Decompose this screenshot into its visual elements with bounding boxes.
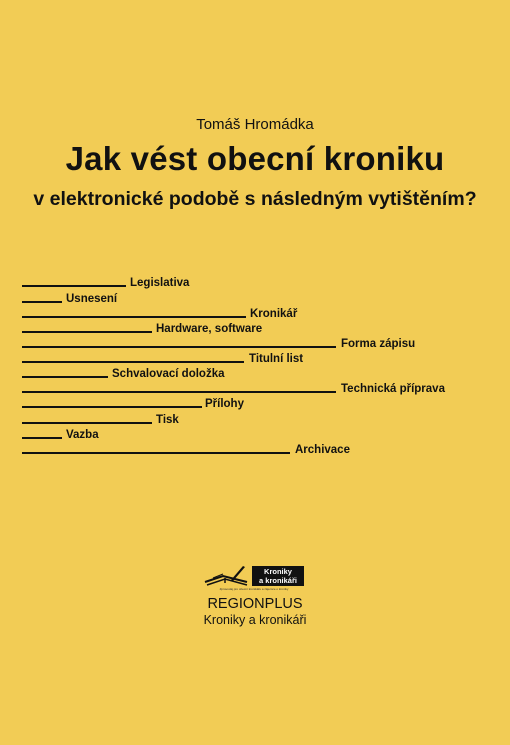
toc-label: Titulní list	[249, 353, 304, 365]
toc-label: Tisk	[156, 414, 179, 426]
series-name: Kroniky a kronikáři	[203, 613, 307, 627]
author-name: Tomáš Hromádka	[196, 116, 314, 133]
toc-line	[22, 361, 244, 363]
toc-line	[22, 376, 108, 378]
logo-line-2: a kronikáři	[259, 576, 297, 585]
toc-label: Forma zápisu	[341, 338, 416, 350]
logo-label-box	[252, 566, 304, 586]
book-title: Jak vést obecní kroniku	[65, 140, 445, 177]
book-subtitle: v elektronické podobě s následným vytištěním?	[33, 188, 477, 210]
toc-line	[22, 346, 336, 348]
toc-label: Schvalovací doložka	[112, 368, 225, 380]
toc-label: Přílohy	[205, 398, 244, 410]
publisher-logo	[203, 563, 305, 595]
toc-line	[22, 406, 202, 408]
toc-label: Archivace	[295, 444, 350, 456]
toc-line	[22, 285, 126, 287]
toc-line	[22, 316, 246, 318]
logo-tagline: Zpravodaj pro obecní kronikáře a zájemce o kroniky	[219, 588, 289, 591]
toc-line	[22, 301, 62, 303]
book-quill-icon	[203, 564, 251, 588]
toc-line	[22, 331, 152, 333]
toc-label: Usnesení	[66, 293, 118, 305]
toc-line	[22, 391, 336, 393]
toc-label: Legislativa	[130, 277, 190, 289]
toc-line	[22, 422, 152, 424]
toc-label: Vazba	[66, 429, 99, 441]
toc-label: Kronikář	[250, 308, 298, 320]
logo-line-1: Kroniky	[264, 567, 292, 576]
toc-line	[22, 437, 62, 439]
publisher-name: REGIONPLUS	[207, 596, 303, 612]
toc-label: Technická příprava	[341, 383, 445, 395]
toc-line	[22, 452, 290, 454]
toc-label: Hardware, software	[156, 323, 263, 335]
